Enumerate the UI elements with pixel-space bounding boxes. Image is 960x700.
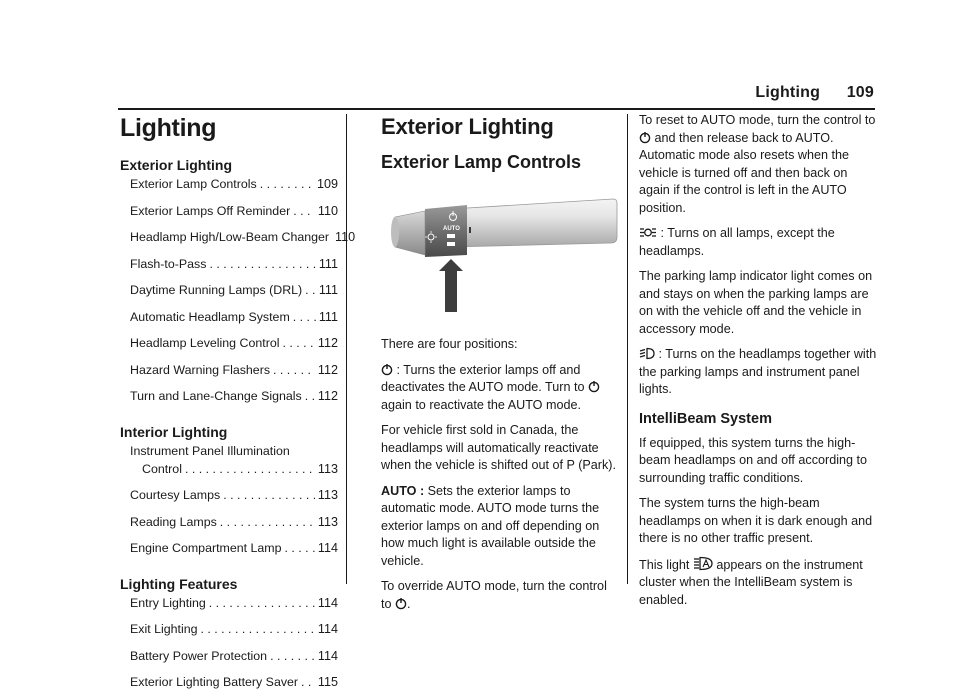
toc-entry[interactable]: [120, 647, 338, 674]
parking-lamp-icon: [639, 226, 657, 239]
intellibeam-heading: IntelliBeam System: [639, 410, 772, 427]
toc-leader-dots: [301, 673, 315, 691]
toc-entry-title: Exterior Lighting Battery Saver: [130, 675, 299, 690]
toc-entry-page: 112: [317, 336, 338, 350]
section-heading: Exterior Lighting: [381, 114, 554, 139]
toc-entry-page: 110: [317, 203, 338, 218]
toc-section-heading: Lighting Features: [120, 575, 238, 592]
toc-entry[interactable]: [120, 334, 338, 361]
chapter-title: Lighting: [120, 114, 217, 142]
toc-entry-title: Exterior Lamp Controls: [130, 177, 257, 191]
toc-list: [120, 157, 356, 700]
toc-entry-title: Engine Compartment Lamp: [130, 541, 282, 556]
column-divider-1: [346, 114, 347, 584]
header-rule: [118, 108, 875, 110]
auto-text: AUTO : Sets the exterior lamps to automatic mode. AUTO mode turns the exterior lamps on and off depending on how much light is available outside the vehicle.: [381, 483, 600, 568]
parking-lamps-text: : Turns on all lamps, except the headlamps.: [639, 226, 835, 258]
override-text: To override AUTO mode, turn the control to .: [381, 579, 607, 611]
running-head: [755, 84, 874, 102]
toc-entry-page: 112: [317, 389, 338, 403]
toc-entry[interactable]: [120, 460, 338, 487]
toc-entry[interactable]: [120, 620, 338, 647]
toc-entry-page: 111: [318, 309, 338, 324]
toc-entry-title: Hazard Warning Flashers: [130, 362, 271, 377]
subsection-heading: Exterior Lamp Controls: [381, 152, 582, 172]
toc-entry-title: Reading Lamps: [130, 514, 217, 529]
toc-entry-title: Battery Power Protection: [130, 648, 268, 663]
intellibeam-paragraph-1: If equipped, this system turns the high-beam headlamps on and off according to surrounding traffic conditions.: [639, 435, 868, 485]
toc-entry-title: Automatic Headlamp System: [130, 309, 290, 324]
toc-entry[interactable]: [120, 387, 338, 414]
toc-entry-page: 111: [318, 283, 338, 297]
toc-leader-dots: [223, 486, 315, 504]
intellibeam-paragraph-3: This light appears on the instrument cluster when the IntelliBeam system is enabled.: [639, 557, 863, 607]
toc-entry[interactable]: [120, 281, 338, 308]
toc-leader-dots: [293, 202, 315, 220]
toc-leader-dots: [305, 387, 315, 405]
toc-leader-dots: [209, 594, 315, 612]
lamp-control-stalk-figure: [381, 195, 618, 315]
toc-section-heading: Exterior Lighting: [120, 157, 232, 173]
toc-entry[interactable]: [120, 361, 338, 388]
toc-entry-title: Control: [142, 461, 182, 476]
off-position-text: : Turns the exterior lamps off and deactivates the AUTO mode. Turn to again to reactivate the AUTO mode.: [381, 362, 618, 415]
toc-entry-title: Entry Lighting: [130, 595, 206, 610]
toc-entry-page: 114: [317, 622, 338, 637]
toc-entry[interactable]: [120, 255, 338, 282]
toc-entry[interactable]: Instrument Panel Illumination: [130, 443, 290, 458]
toc-entry-page: 114: [317, 541, 338, 556]
toc-entry[interactable]: [120, 228, 356, 255]
canada-text: For vehicle first sold in Canada, the headlamps will automatically reactivate when the vehicle is shifted out of P (Park).: [381, 423, 616, 472]
intellibeam-paragraph-2: The system turns the high-beam headlamps on when it is dark enough and there is no other traffic present.: [639, 496, 873, 545]
page-number: 109: [846, 84, 874, 101]
toc-entry-page: 114: [317, 595, 338, 610]
toc-leader-dots: [282, 334, 314, 352]
running-head-title: Lighting: [755, 84, 821, 101]
toc-entry-title: Headlamp Leveling Control: [130, 336, 280, 350]
reset-text: To reset to AUTO mode, turn the control to and then release back to AUTO. Automatic mode also resets when the vehicle is turned off and then back on again if the control is left in the AUTO position.: [639, 113, 876, 215]
toc-entry-page: 110: [335, 230, 356, 244]
toc-entry[interactable]: [120, 539, 338, 566]
toc-leader-dots: [273, 361, 315, 379]
toc-column: [120, 114, 356, 700]
toc-entry-title: Daytime Running Lamps (DRL): [130, 283, 303, 297]
toc-entry[interactable]: [120, 673, 338, 700]
toc-entry[interactable]: [120, 175, 338, 202]
toc-entry-title: Courtesy Lamps: [130, 488, 221, 503]
power-off-icon: [639, 131, 651, 144]
power-off-icon: [395, 597, 407, 610]
toc-leader-dots: [220, 513, 315, 531]
toc-entry-title: Turn and Lane-Change Signals: [130, 389, 302, 403]
toc-entry-page: 114: [317, 648, 338, 663]
toc-entry-title: Exterior Lamps Off Reminder: [130, 203, 291, 218]
dial-auto-label: AUTO: [443, 226, 460, 232]
toc-entry-title: Exit Lighting: [130, 622, 198, 637]
toc-leader-dots: [293, 308, 316, 326]
toc-leader-dots: [260, 175, 314, 193]
toc-entry[interactable]: [120, 513, 338, 540]
toc-entry-page: 113: [317, 488, 338, 503]
toc-entry[interactable]: [120, 486, 338, 513]
toc-entry[interactable]: [120, 594, 338, 621]
toc-leader-dots: [185, 460, 315, 478]
toc-entry-page: 112: [317, 362, 338, 377]
column-divider-2: [627, 114, 628, 584]
toc-entry-page: 113: [317, 514, 338, 529]
headlamp-icon: [639, 347, 655, 360]
toc-entry-title: Flash-to-Pass: [130, 256, 207, 271]
toc-entry-page: 109: [316, 177, 338, 191]
toc-entry-page: 115: [317, 675, 338, 690]
power-off-icon: [381, 363, 393, 376]
content-column-3: [639, 112, 879, 617]
content-column-2: [381, 114, 618, 621]
toc-leader-dots: [305, 281, 316, 299]
toc-section-heading: Interior Lighting: [120, 423, 228, 440]
intellibeam-icon: [693, 556, 713, 571]
toc-entry-page: 113: [317, 461, 338, 476]
parking-indicator-text: The parking lamp indicator light comes on and stays on when the parking lamps are on with the vehicle off and the vehicle in accessory mode.: [639, 269, 873, 336]
intro-text: There are four positions:: [381, 337, 518, 351]
toc-leader-dots: [209, 255, 315, 273]
toc-leader-dots: [270, 647, 315, 665]
power-off-icon: [588, 380, 600, 393]
toc-entry-page: 111: [318, 256, 338, 271]
toc-entry[interactable]: [120, 308, 338, 335]
toc-leader-dots: [285, 539, 315, 557]
headlamps-text: : Turns on the headlamps together with the parking lamps and instrument panel lights.: [639, 347, 877, 396]
toc-leader-dots: [201, 620, 315, 638]
toc-entry[interactable]: [120, 202, 338, 229]
toc-entry-title: Headlamp High/Low-Beam Changer: [130, 230, 330, 244]
